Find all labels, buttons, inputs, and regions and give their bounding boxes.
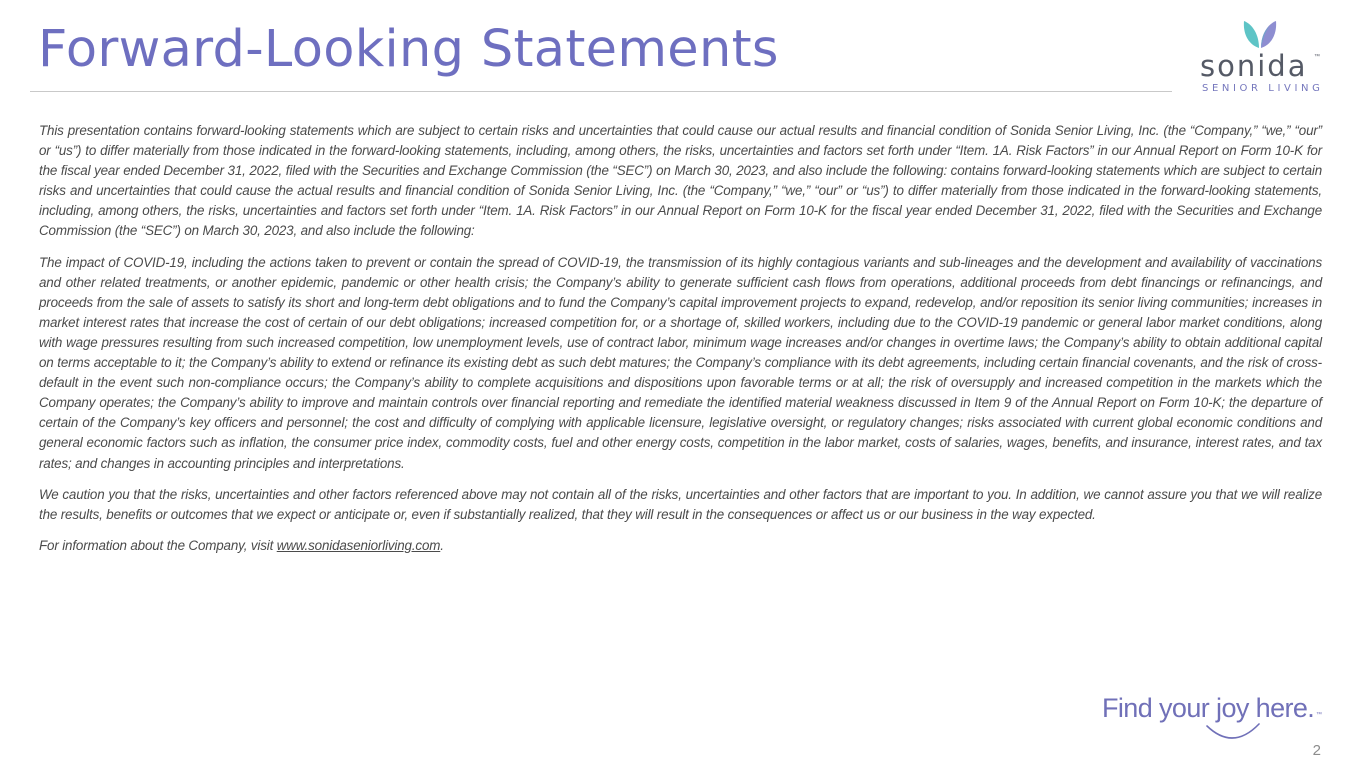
page-number: 2 — [1312, 742, 1321, 759]
logo-subtitle: SENIOR LIVING — [1202, 83, 1324, 94]
butterfly-icon — [1242, 16, 1278, 50]
smile-curve — [1207, 724, 1259, 738]
tagline-logo — [1100, 695, 1326, 745]
butterfly-wing-left — [1244, 21, 1259, 48]
butterfly-wing-right — [1261, 21, 1276, 48]
website-prefix: For information about the Company, visit — [39, 537, 277, 553]
website-link[interactable]: www.sonidaseniorliving.com — [276, 537, 441, 553]
paragraph-website — [39, 536, 1322, 556]
paragraph-caution: We caution you that the risks, uncertainties and other factors referenced above may not contain all of the risks, uncertainties and other factors that are important to you. In addition, we cannot assure you that we will realize the results, benefits or outcomes that we expect or anticipate or, even if substantially realized, that they will result in the consequences or affect us or our business in the way expected. — [39, 486, 1322, 522]
disclaimer-body — [39, 121, 1322, 567]
title-divider — [30, 91, 1172, 92]
tagline-text: Find your joy here. — [1102, 693, 1315, 723]
website-suffix: . — [440, 537, 444, 553]
logo-trademark: ™ — [1314, 54, 1320, 60]
page-title: Forward-Looking Statements — [38, 20, 779, 79]
tagline-trademark: ™ — [1316, 712, 1322, 718]
paragraph-risk-factors: The impact of COVID-19, including the actions taken to prevent or contain the spread of COVID-19, the transmission of its highly contagious variants and sub-lineages and the development and availability of vaccinations and other related treatments, or another epidemic, pandemic or other health crisis; the Company’s ability to generate sufficient cash flows from operations, additional proceeds from debt financings or refinancings, and proceeds from the sale of assets to satisfy its short and long-term debt obligations and to fund the Company’s capital improvement projects to expand, redevelop, and/or reposition its senior living communities; increases in market interest rates that increase the cost of certain of our debt obligations; increased competition for, or a shortage of, skilled workers, including due to the COVID-19 pandemic or general labor market conditions, along with wage pressures resulting from such increased competition, low unemployment levels, use of contract labor, minimum wage increases and/or changes in overtime laws; the Company’s ability to obtain additional capital on terms acceptable to it; the Company’s ability to extend or refinance its existing debt as such debt matures; the Company’s compliance with its debt agreements, including certain financial covenants, and the risk of cross-default in the event such non-compliance occurs; the Company’s ability to complete acquisitions and dispositions upon favorable terms or at all; the risk of oversupply and increased competition in the markets which the Company operates; the Company’s ability to improve and maintain controls over financial reporting and remediate the identified material weakness discussed in Item 9 of the Annual Report on Form 10-K; the departure of certain of the Company’s key officers and personnel; the cost and difficulty of complying with applicable licensure, legislative oversight, or regulatory changes; risks associated with current global economic conditions and general economic factors such as inflation, the consumer price index, commodity costs, fuel and other energy costs, competition in the labor market, costs of salaries, wages, benefits, and insurance, interest rates, and tax rates; and changes in accounting principles and interpretations. — [39, 254, 1322, 471]
paragraph-intro: This presentation contains forward-looking statements which are subject to certain risks and uncertainties that could cause our actual results and financial condition of Sonida Senior Living, Inc. (the “Company,” “we,” “our” or “us”) to differ materially from those indicated in the forward-looking statements, including, among others, the risks, uncertainties and factors set forth under “Item. 1A. Risk Factors” in our Annual Report on Form 10-K for the fiscal year ended December 31, 2022, filed with the Securities and Exchange Commission (the “SEC”) on March 30, 2023, and also include the following: contains forward-looking statements which are subject to certain risks and uncertainties that could cause the actual results and financial condition of Sonida Senior Living, Inc. (the “Company,” “we,” “our” or “us”) to differ materially from those indicated in the forward-looking statements, including, among others, the risks, uncertainties and factors set forth under “Item. 1A. Risk Factors” in our Annual Report on Form 10-K for the fiscal year ended December 31, 2022, filed with the Securities and Exchange Commission (the “SEC”) on March 30, 2023, and also include the following: — [39, 123, 1322, 239]
sonida-logo — [1196, 16, 1326, 98]
logo-wordmark: sonida — [1200, 49, 1308, 83]
smile-icon — [1204, 721, 1262, 743]
